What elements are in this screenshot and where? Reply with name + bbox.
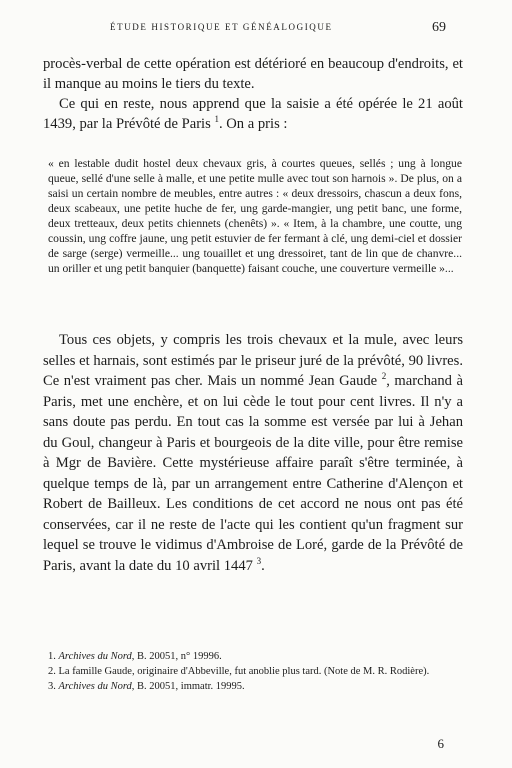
paragraph-estimate-part3: .	[261, 557, 265, 574]
paragraph-seizure	[43, 94, 463, 134]
footnote-num: 1.	[48, 651, 56, 662]
footnote-num: 3.	[48, 681, 56, 692]
signature-mark: 6	[437, 736, 444, 751]
paragraph-estimate-part1: Tous ces objets, y compris les trois chevaux et la mule, avec leurs selles et harnais, sont estimés par le priseur juré de la prévôté, 90 livres. Ce n'est vraiment pas cher. Mais un nommé Jean Gaude	[43, 332, 463, 389]
page-number: 69	[432, 20, 446, 35]
footnotes	[48, 650, 460, 695]
footnote-text: , B. 20051, immatr. 19995.	[131, 681, 245, 692]
footnote-text: La famille Gaude, originaire d'Abbeville, fut anoblie plus tard. (Note de M. R. Rodière).	[58, 666, 430, 677]
footnote-2	[48, 665, 460, 679]
footnote-ref-3[interactable]: 3	[256, 555, 262, 566]
footnote-source: Archives du Nord	[58, 651, 132, 662]
footnote-ref-2[interactable]: 2	[381, 371, 387, 382]
paragraph-estimate-part2: , marchand à Paris, met une enchère, et on lui cède le tout pour cent livres. Il n'y a sans doute pas perdu. En tout cas la somme est versée par lui à Jehan du Goul, changeur à Paris et bourgeois de la dite ville, pour être remise à Mgr de Bavière. Cette mystérieuse affaire paraît s'être terminée, à quelque temps de là, par un arrangement entre Catherine d'Alençon et Robert de Bailleux. Les conditions de cet accord ne nous ont pas été conservées, car il ne reste de l'acte qui les contient qu'un fragment sur lequel se trouve le vidimus d'Ambroise de Loré, garde de la Prévôté de Paris, avant la date du 10 avril 1447	[43, 373, 463, 574]
opening-paragraphs	[43, 54, 463, 134]
footnote-3	[48, 680, 460, 694]
footnote-ref-1[interactable]: 1	[214, 114, 219, 125]
paragraph-seizure-tail: . On a pris :	[218, 116, 288, 132]
footnote-source: Archives du Nord	[58, 681, 132, 692]
footnote-num: 2.	[48, 666, 56, 677]
paragraph-continuation: procès-verbal de cette opération est détérioré en beaucoup d'endroits, et il manque au moins le tiers du texte.	[43, 56, 463, 92]
footnote-1	[48, 650, 460, 664]
paragraph-seizure-text: Ce qui en reste, nous apprend que la saisie a été opérée le 21 août 1439, par la Prévôté de Paris	[43, 96, 463, 132]
footnote-text: , B. 20051, n° 19996.	[131, 651, 222, 662]
paragraph-estimate	[43, 330, 463, 576]
running-head: ÉTUDE HISTORIQUE ET GÉNÉALOGIQUE	[110, 22, 333, 32]
inventory-quote: « en lestable dudit hostel deux chevaux gris, à courtes queues, sellés ; ung à longue queue, sellé d'une selle à malle, et une petite mulle avec tout son harnois ». De plus, on a saisi un certain nombre de meubles, entre autres : « deux dressoirs, chascun a deux fons, deux scabeaux, une petite huche de fer, ung garde-mangier, ung petit banc, une forme, deux tretteaux, deux petits chiennets (chenêts) ». « Item, à la chambre, une coutte, ung coussin, ung coffre jaune, ung petit estuvier de fer fermant à clé, ung demi-ciel et dossier de sarge (serge) vermeille... ung touaillet et ung dressoiret, tant de lin que de chanvre... un oriller et ung petit banquier (banquette) faisant couche, une couverture vermeille »...	[48, 157, 462, 275]
